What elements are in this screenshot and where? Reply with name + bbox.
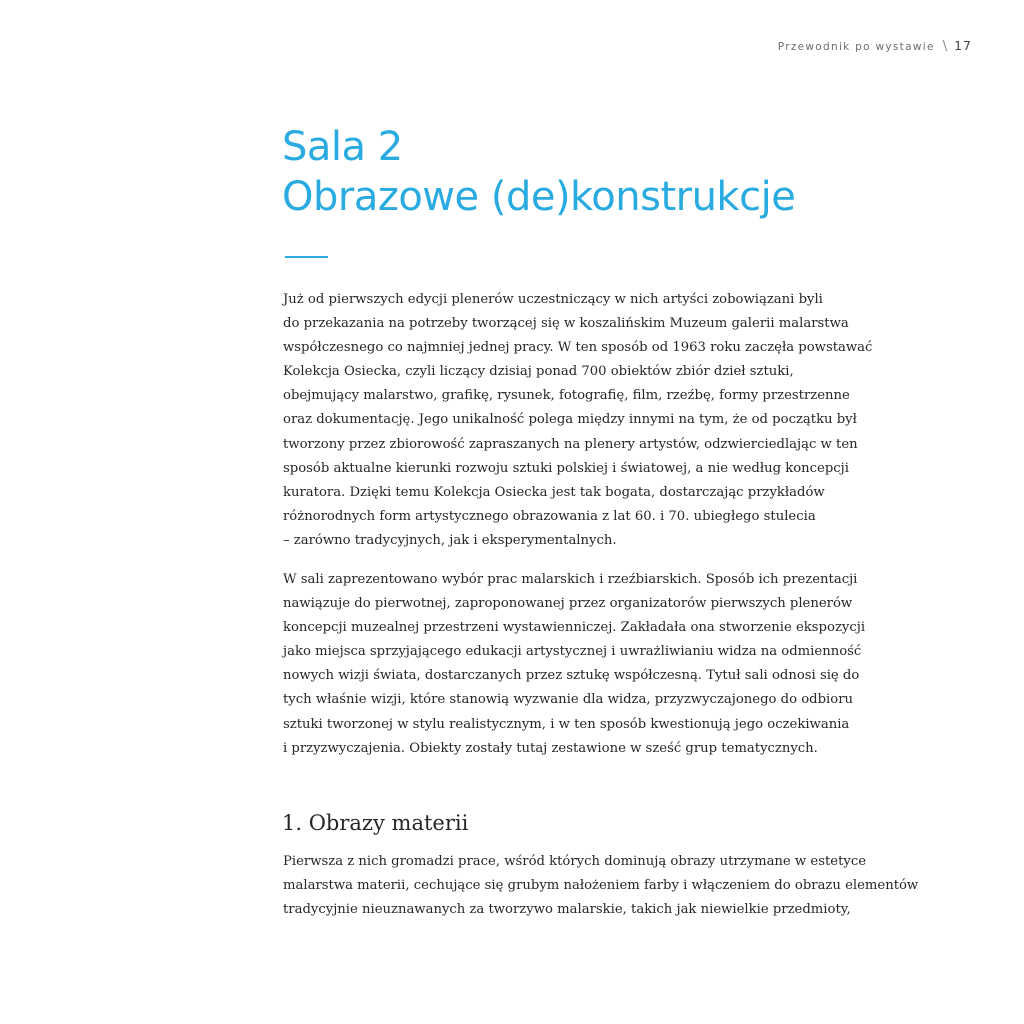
paragraph-line: – zarówno tradycyjnych, jak i eksperymentalnych. bbox=[283, 532, 617, 548]
paragraph-line: W sali zaprezentowano wybór prac malarskich i rzeźbiarskich. Sposób ich prezentacji bbox=[283, 572, 858, 587]
chapter-title-line-1: Sala 2 bbox=[282, 124, 403, 170]
paragraph-line: oraz dokumentację. Jego unikalność polega między innymi na tym, że od początku był bbox=[283, 412, 857, 428]
header-separator: \ bbox=[942, 39, 948, 54]
chapter-title bbox=[282, 122, 795, 222]
paragraph-line: nowych wizji świata, dostarczanych przez sztukę współczesną. Tytuł sali odnosi się do bbox=[283, 668, 860, 684]
paragraph-line: tworzony przez zbiorowość zapraszanych na plenery artystów, odzwierciedlając w ten bbox=[283, 436, 858, 452]
paragraph-line: kuratora. Dzięki temu Kolekcja Osiecka jest tak bogata, dostarczając przykładów bbox=[283, 484, 825, 500]
section-heading: 1. Obrazy materii bbox=[282, 811, 469, 835]
paragraph-line: Już od pierwszych edycji plenerów uczestniczący w nich artyści zobowiązani byli bbox=[283, 292, 823, 307]
exhibition-paragraph bbox=[283, 568, 865, 761]
paragraph-line: do przekazania na potrzeby tworzącej się w koszalińskim Muzeum galerii malarstwa bbox=[283, 316, 849, 332]
paragraph-line: tradycyjnie nieuznawanych za tworzywo malarskie, takich jak niewielkie przedmioty, bbox=[283, 902, 851, 918]
section-paragraph bbox=[283, 850, 918, 922]
paragraph-line: tych właśnie wizji, które stanowią wyzwanie dla widza, przyzwyczajonego do odbioru bbox=[283, 692, 853, 708]
paragraph-line: i przyzwyczajenia. Obiekty zostały tutaj zestawione w sześć grup tematycznych. bbox=[283, 740, 818, 756]
paragraph-line: nawiązuje do pierwotnej, zaproponowanej przez organizatorów pierwszych plenerów bbox=[283, 596, 853, 612]
title-underline-rule bbox=[285, 256, 328, 258]
paragraph-line: Kolekcja Osiecka, czyli liczący dzisiaj ponad 700 obiektów zbiór dzieł sztuki, bbox=[283, 364, 794, 380]
paragraph-line: sztuki tworzonej w stylu realistycznym, i w ten sposób kwestionują jego oczekiwania bbox=[283, 716, 850, 732]
paragraph-line: sposób aktualne kierunki rozwoju sztuki polskiej i światowej, a nie według koncepcji bbox=[283, 460, 849, 476]
chapter-title-line-2: Obrazowe (de)konstrukcje bbox=[282, 174, 796, 220]
paragraph-line: malarstwa materii, cechujące się grubym nałożeniem farby i włączeniem do obrazu elementów bbox=[283, 878, 919, 894]
running-header bbox=[778, 35, 972, 54]
paragraph-line: Pierwsza z nich gromadzi prace, wśród których dominują obrazy utrzymane w estetyce bbox=[283, 854, 867, 869]
publication-title: Przewodnik po wystawie bbox=[777, 41, 935, 53]
paragraph-line: różnorodnych form artystycznego obrazowania z lat 60. i 70. ubiegłego stulecia bbox=[283, 508, 816, 524]
paragraph-line: jako miejsca sprzyjającego edukacji artystycznej i uwrażliwianiu widza na odmienność bbox=[283, 644, 862, 660]
paragraph-line: koncepcji muzealnej przestrzeni wystawienniczej. Zakładała ona stworzenie ekspozycji bbox=[283, 620, 866, 636]
paragraph-line: obejmujący malarstwo, grafikę, rysunek, fotografię, film, rzeźbę, formy przestrzenne bbox=[283, 388, 850, 404]
paragraph-line: współczesnego co najmniej jednej pracy. W ten sposób od 1963 roku zaczęła powstawać bbox=[283, 340, 873, 356]
intro-paragraph bbox=[283, 288, 872, 553]
page-number: 17 bbox=[954, 38, 972, 53]
